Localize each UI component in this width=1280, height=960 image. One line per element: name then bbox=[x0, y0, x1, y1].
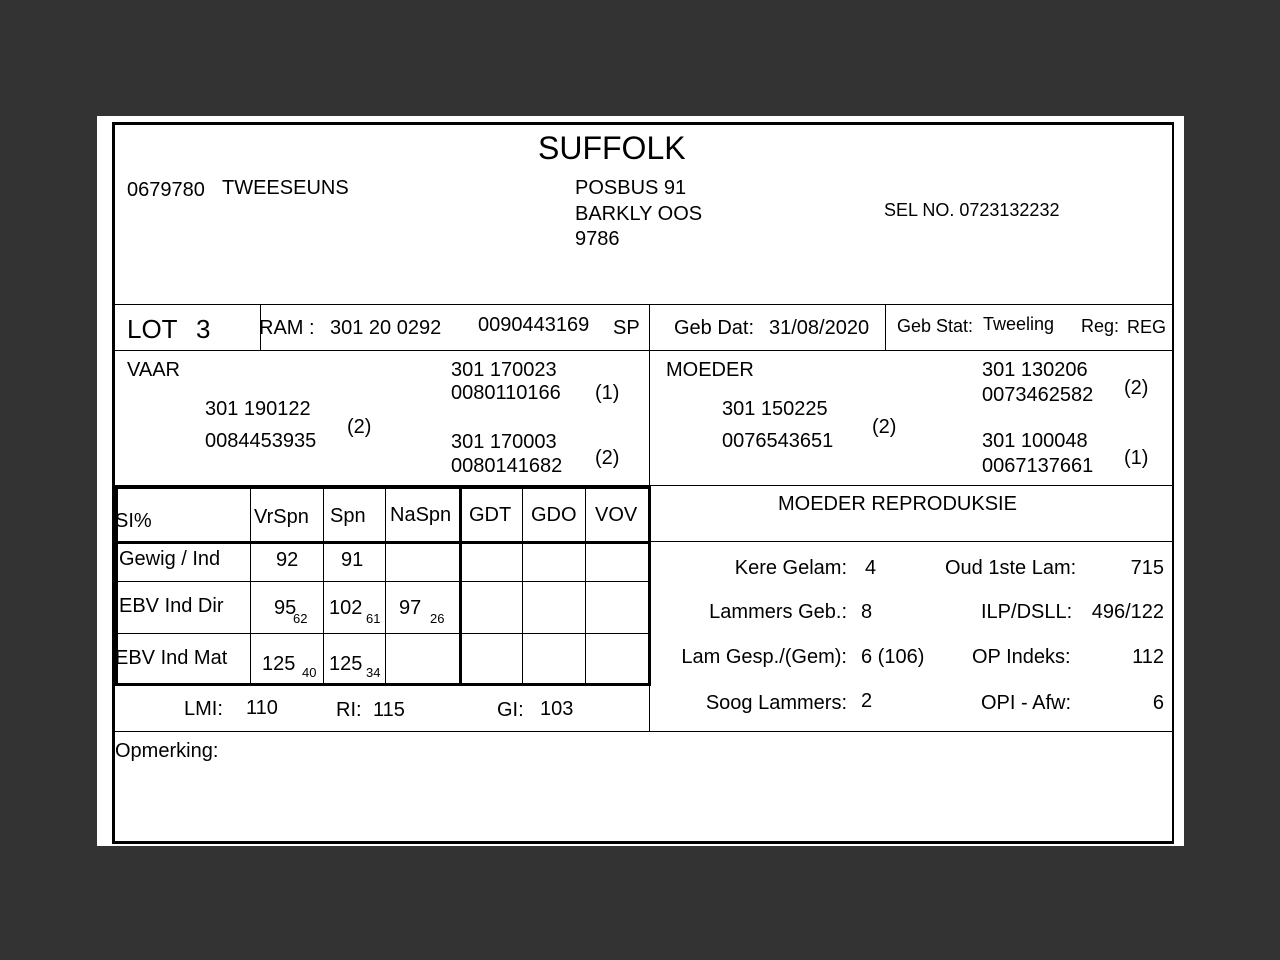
sire-reg-number: 0084453935 bbox=[205, 430, 317, 452]
remarks-label: Opmerking: bbox=[115, 740, 219, 762]
lot-number: 3 bbox=[196, 314, 211, 344]
reproduction-title: MOEDER REPRODUKSIE bbox=[778, 493, 1017, 515]
age-first-lamb-label: Oud 1ste Lam: bbox=[945, 557, 1077, 579]
divider-date-status bbox=[885, 304, 886, 350]
birth-status: Tweeling bbox=[983, 314, 1055, 334]
cell-number: SEL NO. 0723132232 bbox=[884, 200, 1060, 220]
lambs-born-label: Lammers Geb.: bbox=[709, 601, 847, 623]
sire-dam-reg-number: 0080141682 bbox=[451, 455, 563, 477]
ebv-maternal-vrspn-accuracy: 40 bbox=[302, 665, 317, 680]
ebv-row-label-maternal: EBV Ind Mat bbox=[115, 647, 228, 669]
ebv-direct-spn-accuracy: 61 bbox=[366, 611, 381, 626]
dam-dam-rank: (1) bbox=[1124, 447, 1149, 469]
dam-sire-rank: (2) bbox=[1124, 377, 1149, 399]
sire-rank: (2) bbox=[347, 416, 372, 438]
reg-status: REG bbox=[1127, 317, 1167, 337]
op-index-value: 112 bbox=[1132, 646, 1164, 668]
lot-label: LOT bbox=[127, 314, 178, 344]
ebv-direct-vrspn: 95 bbox=[274, 597, 297, 619]
sire-sire-id: 301 170023 bbox=[451, 359, 557, 381]
ebv-col-header-naspn: NaSpn bbox=[390, 504, 452, 526]
ebv-corner-label: SI% bbox=[115, 510, 152, 532]
ebv-col-header-gdo: GDO bbox=[531, 504, 577, 526]
suckled-lambs-label: Soog Lammers: bbox=[705, 692, 847, 714]
ebv-col-divider-1 bbox=[250, 486, 251, 684]
ebv-table-bottom bbox=[115, 683, 650, 686]
ebv-direct-naspn: 97 bbox=[399, 597, 422, 619]
ebv-table-right bbox=[648, 486, 651, 686]
divider-remarks-top bbox=[115, 731, 1172, 732]
sire-dam-id: 301 170003 bbox=[451, 431, 557, 453]
ebv-direct-vrspn-accuracy: 62 bbox=[293, 611, 308, 626]
ebv-col-divider-4 bbox=[459, 486, 462, 684]
ram-grade: SP bbox=[613, 317, 640, 339]
ebv-table-header-bottom bbox=[115, 541, 650, 544]
ebv-row-label-direct: EBV Ind Dir bbox=[119, 595, 224, 617]
dam-sire-reg-number: 0073462582 bbox=[982, 384, 1094, 406]
breed-title: SUFFOLK bbox=[538, 130, 686, 166]
age-first-lamb-value: 715 bbox=[1130, 557, 1164, 579]
gi-label: GI: bbox=[497, 699, 524, 721]
ebv-col-header-spn: Spn bbox=[330, 505, 366, 527]
ilp-label: ILP/DSLL: bbox=[981, 601, 1073, 623]
ebv-col-divider-2 bbox=[323, 486, 324, 684]
op-index-label: OP Indeks: bbox=[972, 646, 1071, 668]
ebv-maternal-spn-accuracy: 34 bbox=[366, 665, 381, 680]
sire-sire-rank: (1) bbox=[595, 382, 620, 404]
lambs-weaned-value: 6 (106) bbox=[861, 646, 925, 668]
ebv-col-divider-3 bbox=[385, 486, 386, 684]
ebv-maternal-spn: 125 bbox=[329, 653, 363, 675]
ram-label: RAM : bbox=[259, 317, 315, 339]
address-line-3: 9786 bbox=[575, 228, 620, 250]
ebv-col-header-gdt: GDT bbox=[469, 504, 512, 526]
ebv-col-header-vrspn: VrSpn bbox=[254, 506, 309, 528]
dam-label: MOEDER bbox=[666, 359, 754, 381]
ebv-row-divider-2 bbox=[115, 633, 650, 634]
ebv-weight-spn: 91 bbox=[341, 549, 364, 571]
birth-date: 31/08/2020 bbox=[769, 317, 870, 339]
dam-id: 301 150225 bbox=[722, 398, 828, 420]
address-line-2: BARKLY OOS bbox=[575, 203, 703, 225]
reg-label: Reg: bbox=[1081, 316, 1120, 336]
sire-sire-reg-number: 0080110166 bbox=[451, 382, 561, 404]
ebv-col-divider-5 bbox=[522, 486, 523, 684]
divider-lot-top bbox=[115, 304, 1172, 305]
birth-status-label: Geb Stat: bbox=[897, 316, 974, 336]
ram-id: 301 20 0292 bbox=[330, 317, 442, 339]
dam-dam-reg-number: 0067137661 bbox=[982, 455, 1094, 477]
gi-value: 103 bbox=[540, 698, 574, 720]
ri-label: RI: bbox=[336, 699, 362, 721]
opi-deviation-value: 6 bbox=[1152, 692, 1164, 714]
ebv-col-header-vov: VOV bbox=[595, 504, 638, 526]
ebv-col-divider-6 bbox=[585, 486, 586, 684]
divider-lot-bottom bbox=[115, 350, 1172, 351]
dam-sire-id: 301 130206 bbox=[982, 359, 1088, 381]
ebv-table-top bbox=[115, 486, 650, 489]
breeder-number: 0679780 bbox=[127, 179, 205, 201]
dam-dam-id: 301 100048 bbox=[982, 430, 1088, 452]
lambs-born-value: 8 bbox=[861, 601, 873, 623]
times-lambed-value: 4 bbox=[865, 557, 877, 579]
reproduction-header-bottom bbox=[650, 541, 1172, 542]
lmi-label: LMI: bbox=[184, 698, 223, 720]
ri-value: 115 bbox=[373, 699, 405, 721]
birth-date-label: Geb Dat: bbox=[674, 317, 755, 339]
times-lambed-label: Kere Gelam: bbox=[734, 557, 847, 579]
ebv-direct-spn: 102 bbox=[329, 597, 363, 619]
sire-id: 301 190122 bbox=[205, 398, 311, 420]
ebv-row-divider-1 bbox=[115, 581, 650, 582]
ebv-row-label-weight: Gewig / Ind bbox=[119, 548, 221, 570]
lambs-weaned-label: Lam Gesp./(Gem): bbox=[681, 646, 847, 668]
breeder-name: TWEESEUNS bbox=[222, 177, 349, 199]
ebv-weight-vrspn: 92 bbox=[276, 549, 299, 571]
suckled-lambs-value: 2 bbox=[861, 690, 873, 712]
ilp-value: 496/122 bbox=[1091, 601, 1164, 623]
ebv-maternal-vrspn: 125 bbox=[262, 653, 296, 675]
ram-reg-number: 0090443169 bbox=[478, 314, 590, 336]
sale-card-frame bbox=[112, 122, 1174, 844]
opi-deviation-label: OPI - Afw: bbox=[981, 692, 1072, 714]
sire-label: VAAR bbox=[127, 359, 180, 381]
dam-reg-number: 0076543651 bbox=[722, 430, 834, 452]
address-line-1: POSBUS 91 bbox=[575, 177, 687, 199]
ebv-direct-naspn-accuracy: 26 bbox=[430, 611, 445, 626]
dam-rank: (2) bbox=[872, 416, 897, 438]
lmi-value: 110 bbox=[246, 697, 278, 719]
sire-dam-rank: (2) bbox=[595, 447, 620, 469]
